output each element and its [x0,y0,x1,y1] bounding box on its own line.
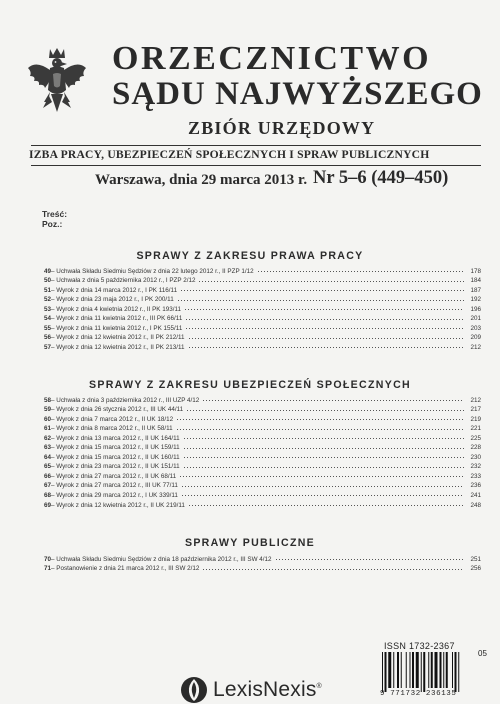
toc-entry [44,333,481,343]
toc-entry-title: – Wyrok z dnia 26 stycznia 2012 r., III UK 44/11 [51,406,184,414]
toc-entry-page: 219 [470,415,481,423]
toc-entry-title: – Wyrok z dnia 27 marca 2012 r., II UK 68/11 [51,472,177,480]
toc-dot-leader [176,427,464,432]
toc-entry-number: 50 [44,277,52,285]
toc-entry-page: 221 [470,425,481,433]
toc-entry-title: – Wyrok z dnia 7 marca 2012 r., II UK 18/12 [51,415,174,423]
barcode-icon [380,652,490,692]
toc-entry-number: 51 [44,286,52,294]
toc-dot-leader [181,493,464,498]
toc-dot-leader [188,503,464,508]
toc-dot-leader [198,279,464,284]
toc-dot-leader [188,336,464,341]
toc-dot-leader [185,317,464,322]
toc-dot-leader [275,557,464,562]
section-heading-public-matters: SPRAWY PUBLICZNE [184,537,316,549]
toc-dot-leader [176,417,464,422]
toc-entry [44,443,481,453]
toc-entry-number: 62 [44,434,52,442]
toc-entry-number: 54 [44,315,52,323]
toc-dot-leader [185,326,464,331]
toc-entry [44,295,481,305]
toc-entry-number: 69 [44,501,52,509]
header-divider-bottom [31,165,481,166]
toc-entry-title: – Uchwała z dnia 5 października 2012 r., I PZP 2/12 [51,277,196,285]
items-label: Poz.: [42,219,63,229]
toc-dot-leader [180,288,464,293]
toc-entry-page: 230 [470,453,481,461]
toc-entry-number: 65 [44,463,52,471]
toc-entry-title: – Wyrok z dnia 23 marca 2012 r., II UK 151/11 [51,463,180,471]
toc-entry-page: 256 [470,565,481,573]
toc-entry-title: – Wyrok z dnia 13 marca 2012 r., II UK 164/11 [51,434,180,442]
toc-entry-title: – Wyrok z dnia 4 kwietnia 2012 r., II PK 193/11 [51,305,182,313]
toc-entry-page: 192 [470,296,481,304]
section-entries-public-matters [44,554,481,573]
toc-entry-page: 201 [470,315,481,323]
toc-dot-leader [202,398,464,403]
toc-entry [44,323,481,333]
issue-number: Nr 5–6 (449–450) [313,168,449,188]
toc-entry [44,285,481,295]
toc-entry [44,266,481,276]
publication-title: ORZECZNICTWO [112,40,432,77]
publication-title-court: SĄDU NAJWYŻSZEGO [112,76,483,112]
toc-dot-leader [188,345,464,350]
toc-entry [44,304,481,314]
toc-dot-leader [184,307,464,312]
toc-dot-leader [177,298,464,303]
toc-entry-page: 203 [470,324,481,332]
toc-entry-number: 56 [44,334,52,342]
toc-entry-title: – Wyrok z dnia 15 marca 2012 r., II UK 159/11 [51,444,180,452]
issue-date: Warszawa, dnia 29 marca 2013 r. [95,172,308,188]
toc-entry [44,462,481,472]
section-entries-labour-law [44,266,481,352]
toc-entry [44,414,481,424]
toc-entry [44,500,481,510]
toc-entry-number: 61 [44,425,52,433]
toc-entry-page: 187 [470,286,481,294]
toc-entry-title: – Uchwała z dnia 3 października 2012 r., III UZP 4/12 [51,396,200,404]
toc-entry-page: 212 [470,396,481,404]
toc-entry-title: – Uchwała Składu Siedmiu Sędziów z dnia 18 października 2012 r., III SW 4/12 [51,555,272,563]
toc-dot-leader [257,269,464,274]
toc-entry-page: 232 [470,463,481,471]
toc-entry-title: – Wyrok z dnia 12 kwietnia 2012 r., II UK 219/11 [51,501,185,509]
toc-entry-number: 58 [44,396,52,404]
header-divider-top [31,145,481,146]
section-heading-social-insurance: SPRAWY Z ZAKRESU UBEZPIECZEŃ SPOŁECZNYCH [89,379,411,391]
toc-dot-leader [183,455,464,460]
toc-entry-page: 236 [470,482,481,490]
toc-entry [44,276,481,286]
toc-entry-page: 225 [470,434,481,442]
toc-entry [44,433,481,443]
court-division: IZBA PRACY, UBEZPIECZEŃ SPOŁECZNYCH I SPRAW PUBLICZNYCH [29,148,430,161]
toc-entry-title: – Wyrok z dnia 12 kwietnia 2012 r., II PK 212/11 [51,334,185,342]
toc-entry-page: 241 [470,492,481,500]
toc-entry [44,490,481,500]
toc-entry [44,424,481,434]
toc-entry-number: 59 [44,406,52,414]
toc-entry-number: 68 [44,492,52,500]
barcode-addon-code: 05 [478,649,487,658]
toc-entry [44,314,481,324]
issn-number: ISSN 1732-2367 [384,641,455,651]
toc-entry-number: 60 [44,415,52,423]
toc-entry-title: – Uchwała Składu Siedmiu Sędziów z dnia 22 lutego 2012 r., II PZP 1/12 [51,267,254,275]
toc-entry-number: 55 [44,324,52,332]
toc-entry-page: 217 [470,406,481,414]
toc-entry-number: 49 [44,267,52,275]
toc-entry [44,452,481,462]
toc-entry [44,471,481,481]
toc-entry-title: – Wyrok z dnia 11 kwietnia 2012 r., I PK 155/11 [51,324,183,332]
publisher-name: LexisNexis® [213,678,322,701]
toc-dot-leader [202,567,464,572]
toc-entry [44,405,481,415]
toc-entry-title: – Wyrok z dnia 12 kwietnia 2012 r., II PK 213/11 [51,343,185,351]
toc-entry [44,342,481,352]
toc-dot-leader [181,484,464,489]
toc-entry-number: 52 [44,296,52,304]
toc-entry-page: 212 [470,343,481,351]
toc-entry-title: – Wyrok z dnia 14 marca 2012 r., I PK 116/11 [51,286,178,294]
toc-entry-number: 67 [44,482,52,490]
toc-dot-leader [186,408,464,413]
toc-entry-title: – Postanowienie z dnia 21 marca 2012 r., III SW 2/12 [51,565,200,573]
toc-entry-page: 184 [470,277,481,285]
toc-entry-title: – Wyrok z dnia 15 marca 2012 r., II UK 160/11 [51,453,180,461]
toc-entry-number: 66 [44,472,52,480]
toc-entry-page: 178 [470,267,481,275]
toc-entry-page: 228 [470,444,481,452]
barcode-digits: 9 771732 236135 [380,690,457,698]
toc-dot-leader [183,446,464,451]
toc-entry-page: 233 [470,472,481,480]
publication-subtitle: ZBIÓR URZĘDOWY [188,118,376,138]
toc-entry-page: 251 [470,555,481,563]
toc-entry-number: 70 [44,555,52,563]
toc-entry-title: – Wyrok z dnia 27 marca 2012 r., III UK 77/11 [51,482,178,490]
toc-entry-number: 63 [44,444,52,452]
contents-label: Treść: [42,209,68,219]
toc-entry-page: 209 [470,334,481,342]
toc-entry-title: – Wyrok z dnia 29 marca 2012 r., I UK 339/11 [51,492,178,500]
toc-entry [44,481,481,491]
toc-entry [44,554,481,564]
toc-dot-leader [183,436,464,441]
toc-entry-title: – Wyrok z dnia 8 marca 2012 r., II UK 58/11 [51,425,173,433]
toc-entry-page: 248 [470,501,481,509]
toc-entry-number: 71 [44,565,52,573]
section-heading-labour-law: SPRAWY Z ZAKRESU PRAWA PRACY [136,250,364,262]
toc-entry-number: 53 [44,305,52,313]
toc-entry [44,395,481,405]
toc-dot-leader [183,465,464,470]
toc-entry-number: 64 [44,453,52,461]
toc-entry-page: 196 [470,305,481,313]
polish-eagle-emblem-icon [26,46,88,118]
section-entries-social-insurance [44,395,481,510]
toc-entry-title: – Wyrok z dnia 11 kwietnia 2012 r., III PK 66/11 [51,315,183,323]
toc-entry-number: 57 [44,343,52,351]
toc-entry [44,564,481,574]
toc-entry-title: – Wyrok z dnia 23 maja 2012 r., I PK 200/11 [51,296,174,304]
toc-dot-leader [179,474,464,479]
